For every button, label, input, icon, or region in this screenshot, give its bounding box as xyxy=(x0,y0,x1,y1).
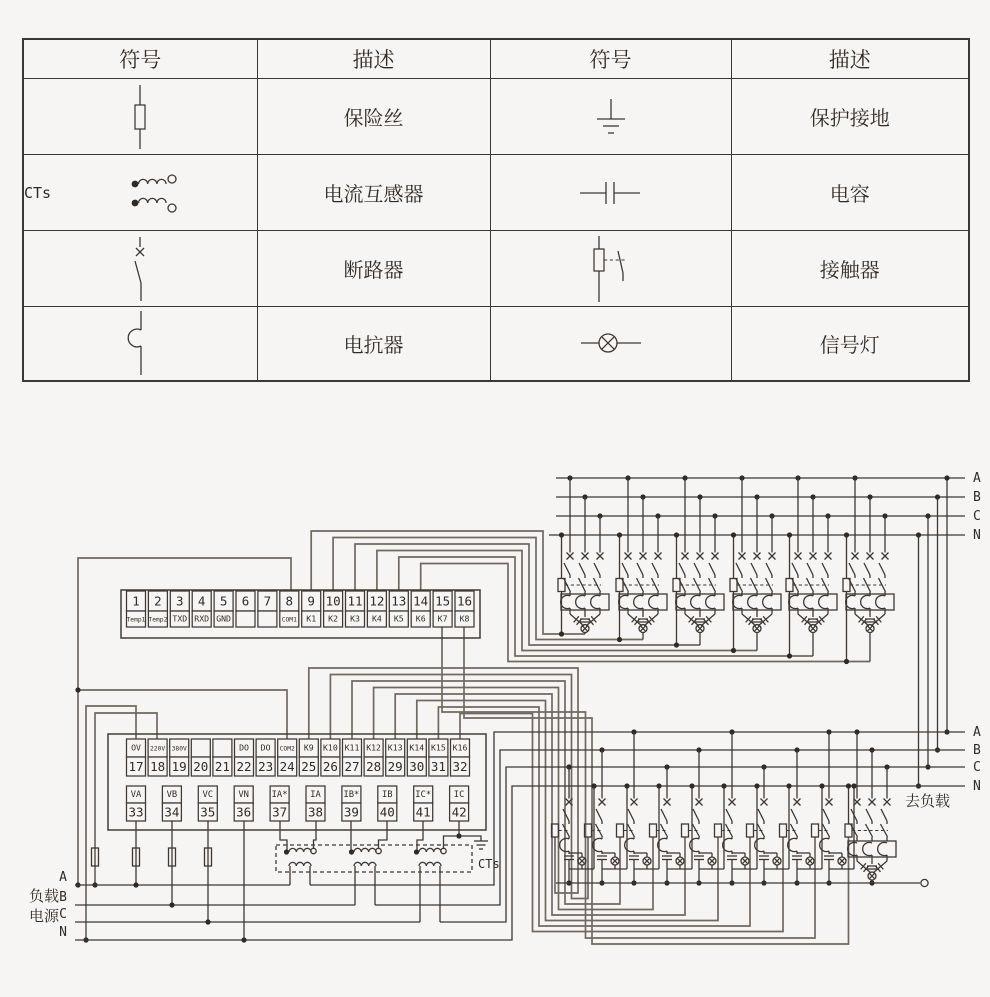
terminal-14 xyxy=(411,591,430,627)
terminal-lab-27: K11 xyxy=(344,742,360,753)
terminal-41 xyxy=(414,786,433,821)
terminal-num-9: 9 xyxy=(307,593,315,609)
legend-desc-contactor: 接触器 xyxy=(731,231,969,307)
terminal-lab-14: K6 xyxy=(415,613,426,624)
protective-earth-icon xyxy=(490,79,731,155)
terminal-num-4: 4 xyxy=(197,593,206,609)
terminal-lab-36: VN xyxy=(238,790,249,801)
terminal-7 xyxy=(258,591,277,627)
terminal-lab-4: RXD xyxy=(194,613,210,624)
load-supply-label-2: 电源 xyxy=(28,908,60,925)
terminal-num-5: 5 xyxy=(219,593,228,609)
terminal-num-26: 26 xyxy=(322,759,338,774)
left-bus-label-N: N xyxy=(59,925,67,940)
terminal-num-1: 1 xyxy=(132,593,140,609)
terminal-18 xyxy=(148,739,167,776)
terminal-num-39: 39 xyxy=(343,804,359,820)
terminal-21 xyxy=(213,739,232,776)
terminal-16 xyxy=(455,591,474,627)
left-bus-label-C: C xyxy=(59,907,67,922)
fuse-icon xyxy=(23,79,257,155)
legend-header-symbol-1: 符号 xyxy=(23,39,257,79)
terminal-num-15: 15 xyxy=(435,593,451,609)
terminal-lab-22: DO xyxy=(239,742,249,753)
ct-label: CTs xyxy=(478,857,500,871)
terminal-num-21: 21 xyxy=(214,759,230,774)
terminal-lab-29: K13 xyxy=(387,742,403,753)
terminal-row-3 xyxy=(127,786,469,821)
terminal-lab-25: K9 xyxy=(303,742,314,753)
legend-desc-lamp: 信号灯 xyxy=(731,307,969,381)
terminal-lab-9: K1 xyxy=(306,613,317,624)
terminal-lab-24: COM2 xyxy=(279,745,295,753)
legend-desc-breaker: 断路器 xyxy=(257,231,490,307)
terminal-39 xyxy=(342,786,361,821)
terminal-num-42: 42 xyxy=(451,804,467,820)
terminal-28 xyxy=(364,739,383,776)
terminal-num-20: 20 xyxy=(193,759,209,774)
legend-desc-earth: 保护接地 xyxy=(731,79,969,155)
terminal-17 xyxy=(127,739,146,776)
terminal-2 xyxy=(148,591,167,627)
terminal-31 xyxy=(429,739,448,776)
terminal-36 xyxy=(234,786,253,821)
terminal-25 xyxy=(299,739,318,776)
terminal-lab-1: Temp1 xyxy=(126,616,146,624)
terminal-lab-26: K10 xyxy=(323,742,338,753)
terminal-num-2: 2 xyxy=(154,593,162,609)
terminal-lab-41: IC* xyxy=(415,790,432,801)
terminal-lab-40: IB xyxy=(382,790,393,801)
terminal-11 xyxy=(346,591,365,627)
legend-desc-ct: 电流互感器 xyxy=(257,155,490,231)
ct-legend-label: CTs xyxy=(24,183,52,202)
terminal-num-8: 8 xyxy=(285,593,294,609)
terminal-num-23: 23 xyxy=(258,759,274,774)
legend-row-2 xyxy=(23,155,969,231)
circuit-breaker-icon xyxy=(23,231,257,307)
legend-desc-capacitor: 电容 xyxy=(731,155,969,231)
terminal-27 xyxy=(343,739,362,776)
terminal-26 xyxy=(321,739,340,776)
terminal-lab-34: VB xyxy=(166,790,178,801)
legend-header-row xyxy=(23,39,969,79)
terminal-num-6: 6 xyxy=(241,593,250,609)
terminal-lab-28: K12 xyxy=(366,742,381,753)
terminal-num-27: 27 xyxy=(344,759,360,774)
terminal-num-3: 3 xyxy=(176,593,184,609)
terminal-num-24: 24 xyxy=(279,759,295,774)
terminal-38 xyxy=(306,786,325,821)
terminal-lab-19: 380V xyxy=(171,745,187,753)
terminal-num-13: 13 xyxy=(391,593,407,609)
lower-bus-label-A: A xyxy=(973,725,981,740)
terminal-4 xyxy=(192,591,211,627)
terminal-lab-11: K3 xyxy=(350,613,360,624)
terminal-lab-37: IA* xyxy=(271,790,288,801)
terminal-num-16: 16 xyxy=(456,593,473,609)
load-supply-label: 负载 xyxy=(28,888,60,905)
terminal-lab-31: K15 xyxy=(431,742,446,753)
terminal-24 xyxy=(278,739,297,776)
reactor-icon xyxy=(23,307,257,381)
top-bus-label-B: B xyxy=(973,490,981,505)
left-bus-label-A: A xyxy=(59,870,67,885)
terminal-num-14: 14 xyxy=(413,593,429,609)
legend-row-4 xyxy=(23,307,969,381)
terminal-9 xyxy=(302,591,321,627)
terminal-num-25: 25 xyxy=(301,759,317,774)
terminal-num-41: 41 xyxy=(415,804,431,820)
terminal-num-17: 17 xyxy=(128,759,144,774)
terminal-23 xyxy=(256,739,275,776)
terminal-lab-16: K8 xyxy=(459,613,470,624)
terminal-num-7: 7 xyxy=(263,593,272,609)
terminal-num-10: 10 xyxy=(325,593,341,609)
terminal-row-1 xyxy=(127,591,475,627)
legend-row-3 xyxy=(23,231,969,307)
terminal-lab-3: TXD xyxy=(172,613,188,624)
lower-bus-label-C: C xyxy=(973,760,981,775)
to-load-label: 去负载 xyxy=(905,793,951,810)
terminal-3 xyxy=(170,591,189,627)
legend-desc-fuse: 保险丝 xyxy=(257,79,490,155)
terminal-lab-10: K2 xyxy=(328,613,339,624)
terminal-34 xyxy=(162,786,181,821)
terminal-29 xyxy=(386,739,405,776)
legend-desc-reactor: 电抗器 xyxy=(257,307,490,381)
terminal-lab-33: VA xyxy=(130,790,142,801)
contactor-icon xyxy=(490,231,731,307)
terminal-6 xyxy=(236,591,255,627)
terminal-lab-8: COM1 xyxy=(281,616,297,624)
terminal-lab-17: OV xyxy=(131,742,141,753)
signal-lamp-icon xyxy=(490,307,731,381)
terminal-num-31: 31 xyxy=(430,759,446,774)
terminal-num-36: 36 xyxy=(236,804,252,820)
terminal-num-12: 12 xyxy=(369,593,385,609)
terminal-37 xyxy=(270,786,289,821)
legend-header-symbol-2: 符号 xyxy=(490,39,731,79)
legend-header-desc-2: 描述 xyxy=(731,39,969,79)
terminal-num-29: 29 xyxy=(387,759,403,774)
terminal-12 xyxy=(367,591,386,627)
top-bus-label-A: A xyxy=(973,471,981,486)
capacitor-icon xyxy=(490,155,731,231)
lower-bus-label-B: B xyxy=(973,743,981,758)
legend-table xyxy=(22,38,970,382)
terminal-num-19: 19 xyxy=(171,759,187,774)
terminal-num-11: 11 xyxy=(347,593,363,609)
terminal-lab-39: IB* xyxy=(343,790,360,801)
terminal-lab-42: IC xyxy=(453,790,465,801)
lower-bus-label-N: N xyxy=(973,779,981,794)
terminal-30 xyxy=(407,739,426,776)
terminal-num-30: 30 xyxy=(409,759,425,774)
terminal-lab-23: DO xyxy=(260,742,271,753)
terminal-13 xyxy=(389,591,408,627)
terminal-num-33: 33 xyxy=(128,804,144,820)
top-bus-label-C: C xyxy=(973,509,981,524)
terminal-lab-13: K5 xyxy=(393,613,404,624)
terminal-10 xyxy=(324,591,343,627)
terminal-num-38: 38 xyxy=(307,804,324,820)
left-bus-label-B: B xyxy=(59,890,67,905)
terminal-num-37: 37 xyxy=(272,804,288,820)
terminal-5 xyxy=(214,591,233,627)
terminal-19 xyxy=(170,739,189,776)
terminal-lab-12: K4 xyxy=(371,613,382,624)
terminal-40 xyxy=(378,786,397,821)
terminal-lab-5: GND xyxy=(216,613,231,624)
terminal-num-18: 18 xyxy=(150,759,166,774)
terminal-1 xyxy=(127,591,146,627)
terminal-15 xyxy=(433,591,452,627)
terminal-num-40: 40 xyxy=(379,804,395,820)
legend-row-1 xyxy=(23,79,969,155)
terminal-22 xyxy=(235,739,254,776)
terminal-num-28: 28 xyxy=(366,759,382,774)
terminal-lab-18: 220V xyxy=(150,745,166,753)
terminal-8 xyxy=(280,591,299,627)
legend-header-desc-1: 描述 xyxy=(257,39,490,79)
terminal-lab-2: Temp2 xyxy=(148,616,168,624)
terminal-num-34: 34 xyxy=(164,804,180,820)
terminal-35 xyxy=(198,786,217,821)
terminal-lab-30: K14 xyxy=(409,742,425,753)
terminal-42 xyxy=(450,786,469,821)
terminal-20 xyxy=(191,739,210,776)
terminal-num-35: 35 xyxy=(200,804,216,820)
terminal-lab-38: IA xyxy=(310,790,321,801)
current-transformer-icon xyxy=(23,155,257,231)
terminal-32 xyxy=(451,739,470,776)
terminal-row-2 xyxy=(127,739,470,776)
terminal-lab-15: K7 xyxy=(437,613,448,624)
terminal-lab-35: VC xyxy=(202,790,214,801)
top-bus-label-N: N xyxy=(973,528,981,543)
terminal-lab-32: K16 xyxy=(452,742,468,753)
terminal-33 xyxy=(127,786,146,821)
terminal-num-32: 32 xyxy=(452,759,468,774)
terminal-num-22: 22 xyxy=(236,759,252,774)
